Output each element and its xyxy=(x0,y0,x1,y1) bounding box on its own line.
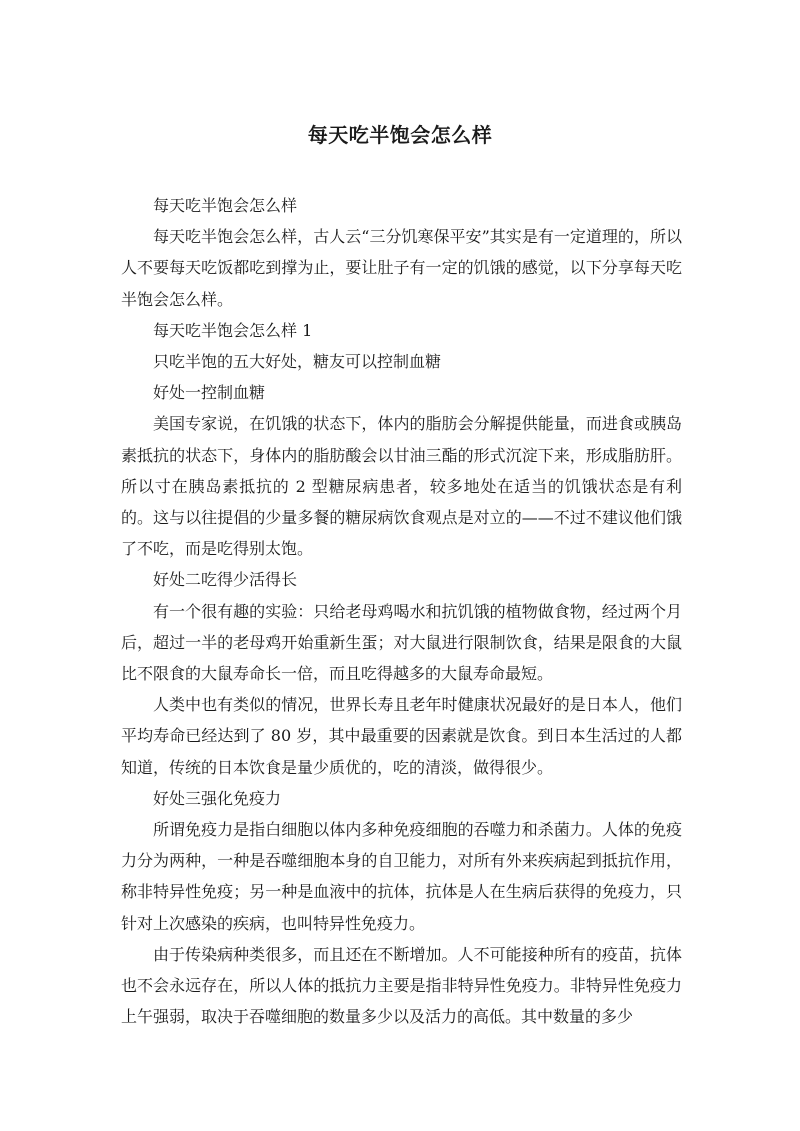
section-heading: 好处三强化免疫力 xyxy=(153,788,282,808)
paragraph: 由于传染病种类很多，而且还在不断增加。人不可能接种所有的疫苗，抗体也不会永远存在，所以人体的抵抗力主要是指非特异性免疫力。非特异性免疫力上午强弱，取决于吞噬细胞的数量多少以及活力的高低。其中数量的多少 xyxy=(121,944,682,1027)
paragraph: 有一个很有趣的实验：只给老母鸡喝水和抗饥饿的植物做食物，经过两个月后，超过一半的老母鸡开始重新生蛋；对大鼠进行限制饮食，结果是限食的大鼠比不限食的大鼠寿命长一倍，而且吃得越多的大鼠寿命最短。 xyxy=(121,601,682,684)
paragraph: 美国专家说，在饥饿的状态下，体内的脂肪会分解提供能量，而进食或胰岛素抵抗的状态下，身体内的脂肪酸会以甘油三酯的形式沉淀下来，形成脂肪肝。所以寸在胰岛素抵抗的 2 型糖尿病患者，较多地处在适当的饥饿状态是有利的。这与以往提倡的少量多餐的糖尿病饮食观点是对立的——不过不建议他们饿了不吃，而是吃得别太饱。 xyxy=(121,414,682,559)
paragraph: 每天吃半饱会怎么样，古人云“三分饥寒保平安”其实是有一定道理的，所以人不要每天吃饭都吃到撑为止，要让肚子有一定的饥饿的感觉，以下分享每天吃半饱会怎么样。 xyxy=(121,227,682,309)
paragraph: 每天吃半饱会怎么样 xyxy=(153,196,298,215)
document-title: 每天吃半饱会怎么样 xyxy=(307,123,493,147)
section-heading: 每天吃半饱会怎么样 1 xyxy=(153,320,313,340)
paragraph: 人类中也有类似的情况，世界长寿且老年时健康状况最好的是日本人，他们平均寿命已经达到了 80 岁，其中最重要的因素就是饮食。到日本生活过的人都知道，传统的日本饮食是量少质优的，吃的清淡，做得很少。 xyxy=(121,695,682,777)
document-body xyxy=(121,190,682,1032)
paragraph: 所谓免疫力是指白细胞以体内多种免疫细胞的吞噬力和杀菌力。人体的免疫力分为两种，一种是吞噬细胞本身的自卫能力，对所有外来疾病起到抵抗作用，称非特异性免疫；另一种是血液中的抗体，抗体是人在生病后获得的免疫力，只针对上次感染的疾病，也叫特异性免疫力。 xyxy=(121,820,682,933)
section-heading: 好处一控制血糖 xyxy=(153,383,266,403)
section-heading: 好处二吃得少活得长 xyxy=(153,570,298,590)
paragraph: 只吃半饱的五大好处，糖友可以控制血糖 xyxy=(153,352,442,372)
